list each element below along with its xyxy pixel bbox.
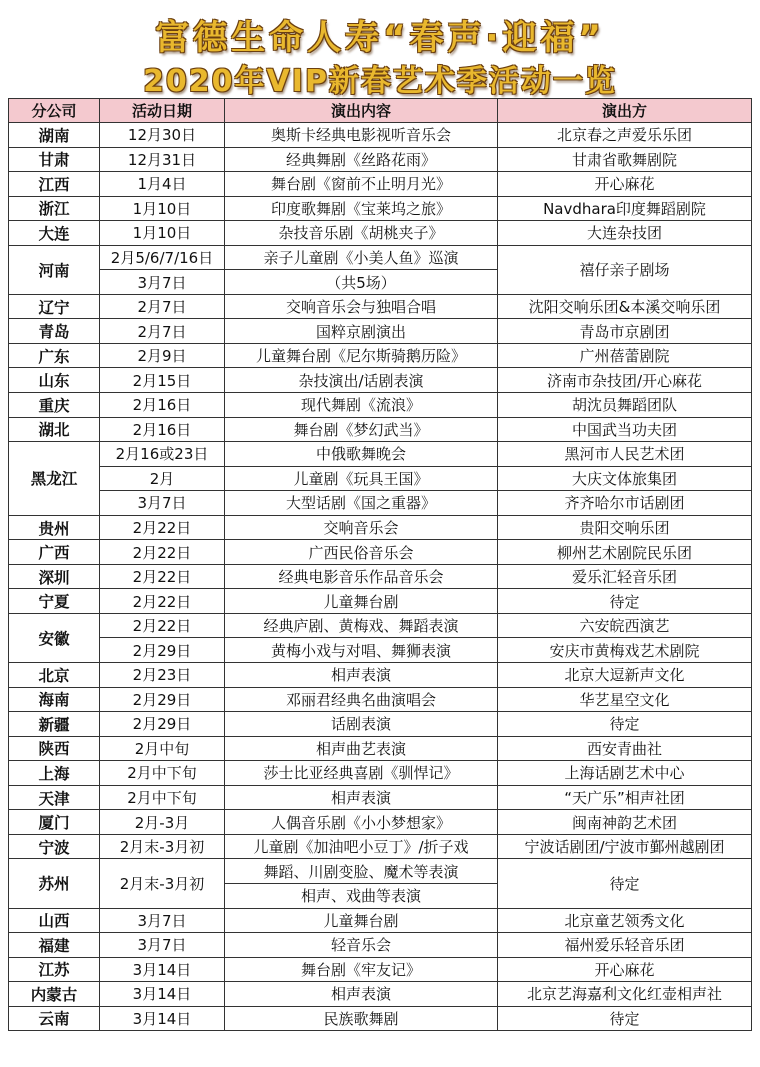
performer-cell: 济南市杂技团/开心麻花	[498, 368, 752, 393]
performer-cell: 六安皖西演艺	[498, 613, 752, 638]
content-cell: 交响音乐会与独唱合唱	[225, 294, 498, 319]
date-cell: 3月7日	[100, 491, 225, 516]
header-performer: 演出方	[498, 99, 752, 123]
company-cell: 大连	[9, 221, 100, 246]
date-cell: 2月29日	[100, 712, 225, 737]
table-row	[9, 687, 752, 712]
header-content: 演出内容	[225, 99, 498, 123]
main-title: 富德生命人寿“春声·迎福”	[155, 18, 605, 58]
date-cell: 2月22日	[100, 564, 225, 589]
company-cell: 北京	[9, 663, 100, 688]
content-cell: 交响音乐会	[225, 515, 498, 540]
company-cell: 山东	[9, 368, 100, 393]
content-cell: 舞台剧《窗前不止明月光》	[225, 172, 498, 197]
table-row	[9, 442, 752, 467]
performer-cell: 待定	[498, 712, 752, 737]
performer-cell: 大庆文体旅集团	[498, 466, 752, 491]
date-cell: 3月14日	[100, 982, 225, 1007]
content-cell: 经典庐剧、黄梅戏、舞蹈表演	[225, 613, 498, 638]
company-cell: 深圳	[9, 564, 100, 589]
content-cell: 舞台剧《牢友记》	[225, 957, 498, 982]
table-row	[9, 1006, 752, 1031]
table-row	[9, 859, 752, 884]
date-cell: 2月22日	[100, 613, 225, 638]
date-cell: 1月10日	[100, 221, 225, 246]
performer-cell: 待定	[498, 1006, 752, 1031]
performer-cell: 青岛市京剧团	[498, 319, 752, 344]
performer-cell: 宁波话剧团/宁波市鄞州越剧团	[498, 834, 752, 859]
table-row	[9, 540, 752, 565]
table-row	[9, 196, 752, 221]
content-cell: 相声表演	[225, 785, 498, 810]
performer-cell: 福州爱乐轻音乐团	[498, 933, 752, 958]
content-cell: 现代舞剧《流浪》	[225, 393, 498, 418]
performer-cell: 西安青曲社	[498, 736, 752, 761]
table-row	[9, 417, 752, 442]
performer-cell: 广州蓓蕾剧院	[498, 343, 752, 368]
table-row	[9, 147, 752, 172]
date-cell: 2月29日	[100, 638, 225, 663]
company-cell: 甘肃	[9, 147, 100, 172]
table-row	[9, 172, 752, 197]
content-cell: 相声表演	[225, 982, 498, 1007]
company-cell: 苏州	[9, 859, 100, 908]
company-cell: 天津	[9, 785, 100, 810]
performer-cell: 沈阳交响乐团&本溪交响乐团	[498, 294, 752, 319]
performer-cell: 柳州艺术剧院民乐团	[498, 540, 752, 565]
date-cell: 2月7日	[100, 294, 225, 319]
content-cell: 民族歌舞剧	[225, 1006, 498, 1031]
table-row	[9, 982, 752, 1007]
performer-cell: 贵阳交响乐团	[498, 515, 752, 540]
date-cell: 2月9日	[100, 343, 225, 368]
title-area	[0, 0, 760, 98]
content-cell: 国粹京剧演出	[225, 319, 498, 344]
table-header	[9, 99, 752, 123]
date-cell: 2月22日	[100, 540, 225, 565]
company-cell: 江苏	[9, 957, 100, 982]
performer-cell: 齐齐哈尔市话剧团	[498, 491, 752, 516]
table-row	[9, 810, 752, 835]
table-row	[9, 785, 752, 810]
date-cell: 2月中旬	[100, 736, 225, 761]
content-cell: 经典舞剧《丝路花雨》	[225, 147, 498, 172]
performer-cell: 爱乐汇轻音乐团	[498, 564, 752, 589]
content-cell: 莎士比亚经典喜剧《驯悍记》	[225, 761, 498, 786]
date-cell: 2月22日	[100, 515, 225, 540]
company-cell: 云南	[9, 1006, 100, 1031]
content-cell: 话剧表演	[225, 712, 498, 737]
content-cell: 轻音乐会	[225, 933, 498, 958]
content-cell: 中俄歌舞晚会	[225, 442, 498, 467]
table-row	[9, 368, 752, 393]
company-cell: 陕西	[9, 736, 100, 761]
performer-cell: 上海话剧艺术中心	[498, 761, 752, 786]
company-cell: 上海	[9, 761, 100, 786]
performer-cell: 北京大逗新声文化	[498, 663, 752, 688]
company-cell: 厦门	[9, 810, 100, 835]
table-row	[9, 908, 752, 933]
company-cell: 福建	[9, 933, 100, 958]
table-row	[9, 491, 752, 516]
performer-cell: Navdhara印度舞蹈剧院	[498, 196, 752, 221]
table-row	[9, 712, 752, 737]
performer-cell: 安庆市黄梅戏艺术剧院	[498, 638, 752, 663]
company-cell: 贵州	[9, 515, 100, 540]
content-cell: 相声曲艺表演	[225, 736, 498, 761]
content-cell: 经典电影音乐作品音乐会	[225, 564, 498, 589]
content-cell: 儿童舞台剧	[225, 908, 498, 933]
content-cell: 邓丽君经典名曲演唱会	[225, 687, 498, 712]
performer-cell: 北京童艺领秀文化	[498, 908, 752, 933]
content-cell: 人偶音乐剧《小小梦想家》	[225, 810, 498, 835]
date-cell: 3月14日	[100, 1006, 225, 1031]
performer-cell: 黑河市人民艺术团	[498, 442, 752, 467]
company-cell: 海南	[9, 687, 100, 712]
company-cell: 江西	[9, 172, 100, 197]
schedule-table	[8, 98, 752, 1031]
content-cell: 亲子儿童剧《小美人鱼》巡演	[225, 245, 498, 270]
content-cell: 奥斯卡经典电影视听音乐会	[225, 123, 498, 148]
company-cell: 山西	[9, 908, 100, 933]
company-cell: 湖北	[9, 417, 100, 442]
date-cell: 2月29日	[100, 687, 225, 712]
company-cell: 广东	[9, 343, 100, 368]
content-cell: 相声表演	[225, 663, 498, 688]
company-cell: 内蒙古	[9, 982, 100, 1007]
date-cell: 2月末-3月初	[100, 834, 225, 859]
date-cell: 1月10日	[100, 196, 225, 221]
table-row	[9, 466, 752, 491]
company-cell: 广西	[9, 540, 100, 565]
date-cell: 2月中下旬	[100, 785, 225, 810]
content-cell: 大型话剧《国之重器》	[225, 491, 498, 516]
table-row	[9, 613, 752, 638]
date-cell: 12月31日	[100, 147, 225, 172]
content-cell: 舞蹈、川剧变脸、魔术等表演	[225, 859, 498, 884]
table-row	[9, 245, 752, 270]
date-cell: 12月30日	[100, 123, 225, 148]
date-cell: 2月23日	[100, 663, 225, 688]
performer-cell: 禧仔亲子剧场	[498, 245, 752, 294]
table-row	[9, 834, 752, 859]
content-cell: 相声、戏曲等表演	[225, 883, 498, 908]
table-row	[9, 515, 752, 540]
date-cell: 2月	[100, 466, 225, 491]
date-cell: 2月16日	[100, 393, 225, 418]
table-row	[9, 319, 752, 344]
content-cell: 印度歌舞剧《宝莱坞之旅》	[225, 196, 498, 221]
performer-cell: 甘肃省歌舞剧院	[498, 147, 752, 172]
content-cell: 杂技演出/话剧表演	[225, 368, 498, 393]
performer-cell: 中国武当功夫团	[498, 417, 752, 442]
performer-cell: 开心麻花	[498, 172, 752, 197]
table-row	[9, 933, 752, 958]
company-cell: 宁夏	[9, 589, 100, 614]
date-cell: 2月-3月	[100, 810, 225, 835]
date-cell: 3月7日	[100, 270, 225, 295]
header-company: 分公司	[9, 99, 100, 123]
table-row	[9, 294, 752, 319]
company-cell: 辽宁	[9, 294, 100, 319]
company-cell: 青岛	[9, 319, 100, 344]
content-cell: 舞台剧《梦幻武当》	[225, 417, 498, 442]
date-cell: 3月7日	[100, 933, 225, 958]
performer-cell: 大连杂技团	[498, 221, 752, 246]
content-cell: 儿童剧《加油吧小豆丁》/折子戏	[225, 834, 498, 859]
content-cell: 杂技音乐剧《胡桃夹子》	[225, 221, 498, 246]
table-row	[9, 564, 752, 589]
date-cell: 3月7日	[100, 908, 225, 933]
performer-cell: 胡沈员舞蹈团队	[498, 393, 752, 418]
date-cell: 2月5/6/7/16日	[100, 245, 225, 270]
company-cell: 安徽	[9, 613, 100, 662]
table-row	[9, 123, 752, 148]
date-cell: 2月16或23日	[100, 442, 225, 467]
date-cell: 1月4日	[100, 172, 225, 197]
performer-cell: 待定	[498, 859, 752, 908]
content-cell: 儿童剧《玩具王国》	[225, 466, 498, 491]
header-date: 活动日期	[100, 99, 225, 123]
company-cell: 黑龙江	[9, 442, 100, 516]
table-body	[9, 123, 752, 1031]
table-row	[9, 393, 752, 418]
performer-cell: 待定	[498, 589, 752, 614]
performer-cell: “天广乐”相声社团	[498, 785, 752, 810]
table-row	[9, 638, 752, 663]
table-row	[9, 663, 752, 688]
company-cell: 浙江	[9, 196, 100, 221]
table-row	[9, 589, 752, 614]
company-cell: 新疆	[9, 712, 100, 737]
performer-cell: 北京艺海嘉利文化红壶相声社	[498, 982, 752, 1007]
content-cell: 广西民俗音乐会	[225, 540, 498, 565]
content-cell: （共5场）	[225, 270, 498, 295]
sub-title: 2020年VIP新春艺术季活动一览	[143, 64, 617, 99]
performer-cell: 华艺星空文化	[498, 687, 752, 712]
performer-cell: 闽南神韵艺术团	[498, 810, 752, 835]
date-cell: 2月16日	[100, 417, 225, 442]
table-row	[9, 343, 752, 368]
performer-cell: 北京春之声爱乐乐团	[498, 123, 752, 148]
table-row	[9, 221, 752, 246]
table-row	[9, 761, 752, 786]
content-cell: 儿童舞台剧	[225, 589, 498, 614]
content-cell: 黄梅小戏与对唱、舞狮表演	[225, 638, 498, 663]
content-cell: 儿童舞台剧《尼尔斯骑鹅历险》	[225, 343, 498, 368]
company-cell: 湖南	[9, 123, 100, 148]
date-cell: 2月15日	[100, 368, 225, 393]
company-cell: 河南	[9, 245, 100, 294]
company-cell: 重庆	[9, 393, 100, 418]
date-cell: 2月末-3月初	[100, 859, 225, 908]
performer-cell: 开心麻花	[498, 957, 752, 982]
company-cell: 宁波	[9, 834, 100, 859]
date-cell: 2月中下旬	[100, 761, 225, 786]
date-cell: 3月14日	[100, 957, 225, 982]
date-cell: 2月22日	[100, 589, 225, 614]
date-cell: 2月7日	[100, 319, 225, 344]
table-row	[9, 736, 752, 761]
table-row	[9, 957, 752, 982]
